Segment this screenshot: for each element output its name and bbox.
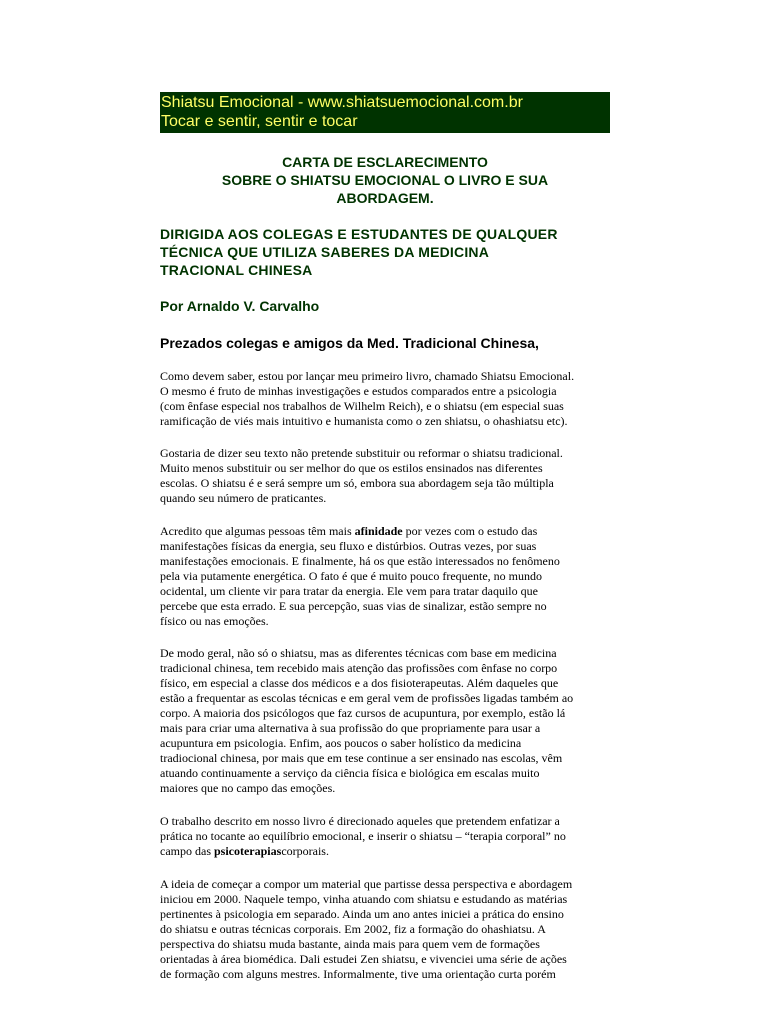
paragraph-line: Gostaria de dizer seu texto não pretende substituir ou reformar o shiatsu tradicional. <box>160 446 563 460</box>
paragraph-line: A ideia de começar a compor um material que partisse dessa perspectiva e abordagem <box>160 877 573 891</box>
paragraph-line: atuando continuamente a serviço da ciência física e biológica em escalas muito <box>160 766 540 780</box>
document-title <box>160 153 610 207</box>
greeting: Prezados colegas e amigos da Med. Tradicional Chinesa, <box>160 335 539 351</box>
paragraph-line: iniciou em 2000. Naquele tempo, vinha atuando com shiatsu e estudando as matérias <box>160 892 568 906</box>
paragraph-line: manifestações emocionais. E finalmente, há os que estão interessados no fenômeno <box>160 554 560 568</box>
paragraph-line: pertinentes à psicologia em separado. Ainda um ano antes iniciei a prática do ensino <box>160 907 564 921</box>
paragraph-line: tradiocional chinesa, por mais que em tese continue a ser ensinado nas escolas, vêm <box>160 751 563 765</box>
title-line-2: SOBRE O SHIATSU EMOCIONAL O LIVRO E SUA <box>221 172 549 188</box>
paragraph-line: ocidental, um cliente vir para tratar da energia. Ele vem para tratar daquilo que <box>160 584 538 598</box>
text-run: por vezes com o estudo das <box>402 524 538 538</box>
paragraph-1 <box>160 369 610 429</box>
paragraph-line: ramificação de viés mais intuitivo e humanista como o zen shiatsu, o ohashiatsu etc). <box>160 414 568 428</box>
paragraph-line: maiores que no campo das emoções. <box>160 781 336 795</box>
paragraph-line: (com ênfase especial nos trabalhos de Wilhelm Reich), e o shiatsu (em especial suas <box>160 399 564 413</box>
paragraph-line: estão a frequentar as escolas técnicas e em geral vem de profissões ligadas também ao <box>160 691 574 705</box>
paragraph-line: corpo. A maioria dos psicólogos que faz cursos de acupuntura, por exemplo, estão lá <box>160 706 566 720</box>
paragraph-2 <box>160 446 610 506</box>
paragraph-line: físico, em especial a classe dos médicos e a dos fisioterapeutas. Além daqueles que <box>160 676 559 690</box>
paragraph-line: O trabalho descrito em nosso livro é direcionado aqueles que pretendem enfatizar a <box>160 814 560 828</box>
paragraph-5 <box>160 814 610 859</box>
bold-term-psicoterapias: psicoterapias <box>213 844 282 858</box>
paragraph-line: manifestações físicas da energia, seu fluxo e distúrbios. Outras vezes, por suas <box>160 539 537 553</box>
paragraph-6 <box>160 877 610 982</box>
title-line-1: CARTA DE ESCLARECIMENTO <box>282 154 488 170</box>
paragraph-line: pela via putamente energética. O fato é que é muito pouco frequente, no mundo <box>160 569 542 583</box>
paragraph-line: tradicional chinesa, tem recebido mais atenção das profissões com ênfase no corpo <box>160 661 558 675</box>
subtitle-line-1: DIRIGIDA AOS COLEGAS E ESTUDANTES DE QUALQUER <box>160 226 558 242</box>
paragraph-line: físico ou nas emoções. <box>160 614 269 628</box>
title-line-3: ABORDAGEM. <box>336 190 434 206</box>
paragraph-line: acupuntura em psicologia. Enfim, aos poucos o saber holístico da medicina <box>160 736 522 750</box>
bold-term-afinidade: afinidade <box>354 524 403 538</box>
author-byline: Por Arnaldo V. Carvalho <box>160 298 320 314</box>
paragraph-line: percebe que esta errado. E sua percepção, suas vias de sinalizar, estão sempre no <box>160 599 547 613</box>
paragraph-4 <box>160 646 610 796</box>
paragraph-line: Muito menos substituir ou ser melhor do que os estilos ensinados nas diferentes <box>160 461 543 475</box>
banner-site-line: Shiatsu Emocional - www.shiatsuemocional.com.br <box>161 94 523 111</box>
text-run: campo das <box>160 844 214 858</box>
paragraph-line: De modo geral, não só o shiatsu, mas as diferentes técnicas com base em medicina <box>160 646 557 660</box>
subtitle-line-3: TRACIONAL CHINESA <box>160 262 313 278</box>
site-banner <box>160 92 610 133</box>
banner-slogan-line: Tocar e sentir, sentir e tocar <box>161 113 358 130</box>
paragraph-line <box>160 524 610 539</box>
paragraph-line: perspectiva do shiatsu muda bastante, ainda mais para quem vem de formações <box>160 937 540 951</box>
text-run: Acredito que algumas pessoas têm mais <box>160 524 355 538</box>
document-subtitle <box>160 225 610 279</box>
paragraph-3 <box>160 524 610 629</box>
paragraph-line: orientadas à área biomédica. Dali estudei Zen shiatsu, e vivenciei uma série de ações <box>160 952 567 966</box>
paragraph-line: de formação com alguns mestres. Informalmente, tive uma orientação curta porém <box>160 967 556 981</box>
text-run: corporais. <box>281 844 329 858</box>
paragraph-line: quando seu número de praticantes. <box>160 491 327 505</box>
paragraph-line: prática no tocante ao equilíbrio emocional, e inserir o shiatsu – “terapia corporal” no <box>160 829 566 843</box>
paragraph-line: escolas. O shiatsu é e será sempre um só, embora sua abordagem seja tão múltipla <box>160 476 554 490</box>
paragraph-line: Como devem saber, estou por lançar meu primeiro livro, chamado Shiatsu Emocional. <box>160 369 575 383</box>
subtitle-line-2: TÉCNICA QUE UTILIZA SABERES DA MEDICINA <box>160 244 490 260</box>
paragraph-line <box>160 844 610 859</box>
paragraph-line: mais para criar uma alternativa à sua profissão do que propriamente para usar a <box>160 721 541 735</box>
paragraph-line: O mesmo é fruto de minhas investigações e estudos comparados entre a psicologia <box>160 384 557 398</box>
paragraph-line: do shiatsu e outras técnicas corporais. Em 2002, fiz a formação do ohashiatsu. A <box>160 922 546 936</box>
